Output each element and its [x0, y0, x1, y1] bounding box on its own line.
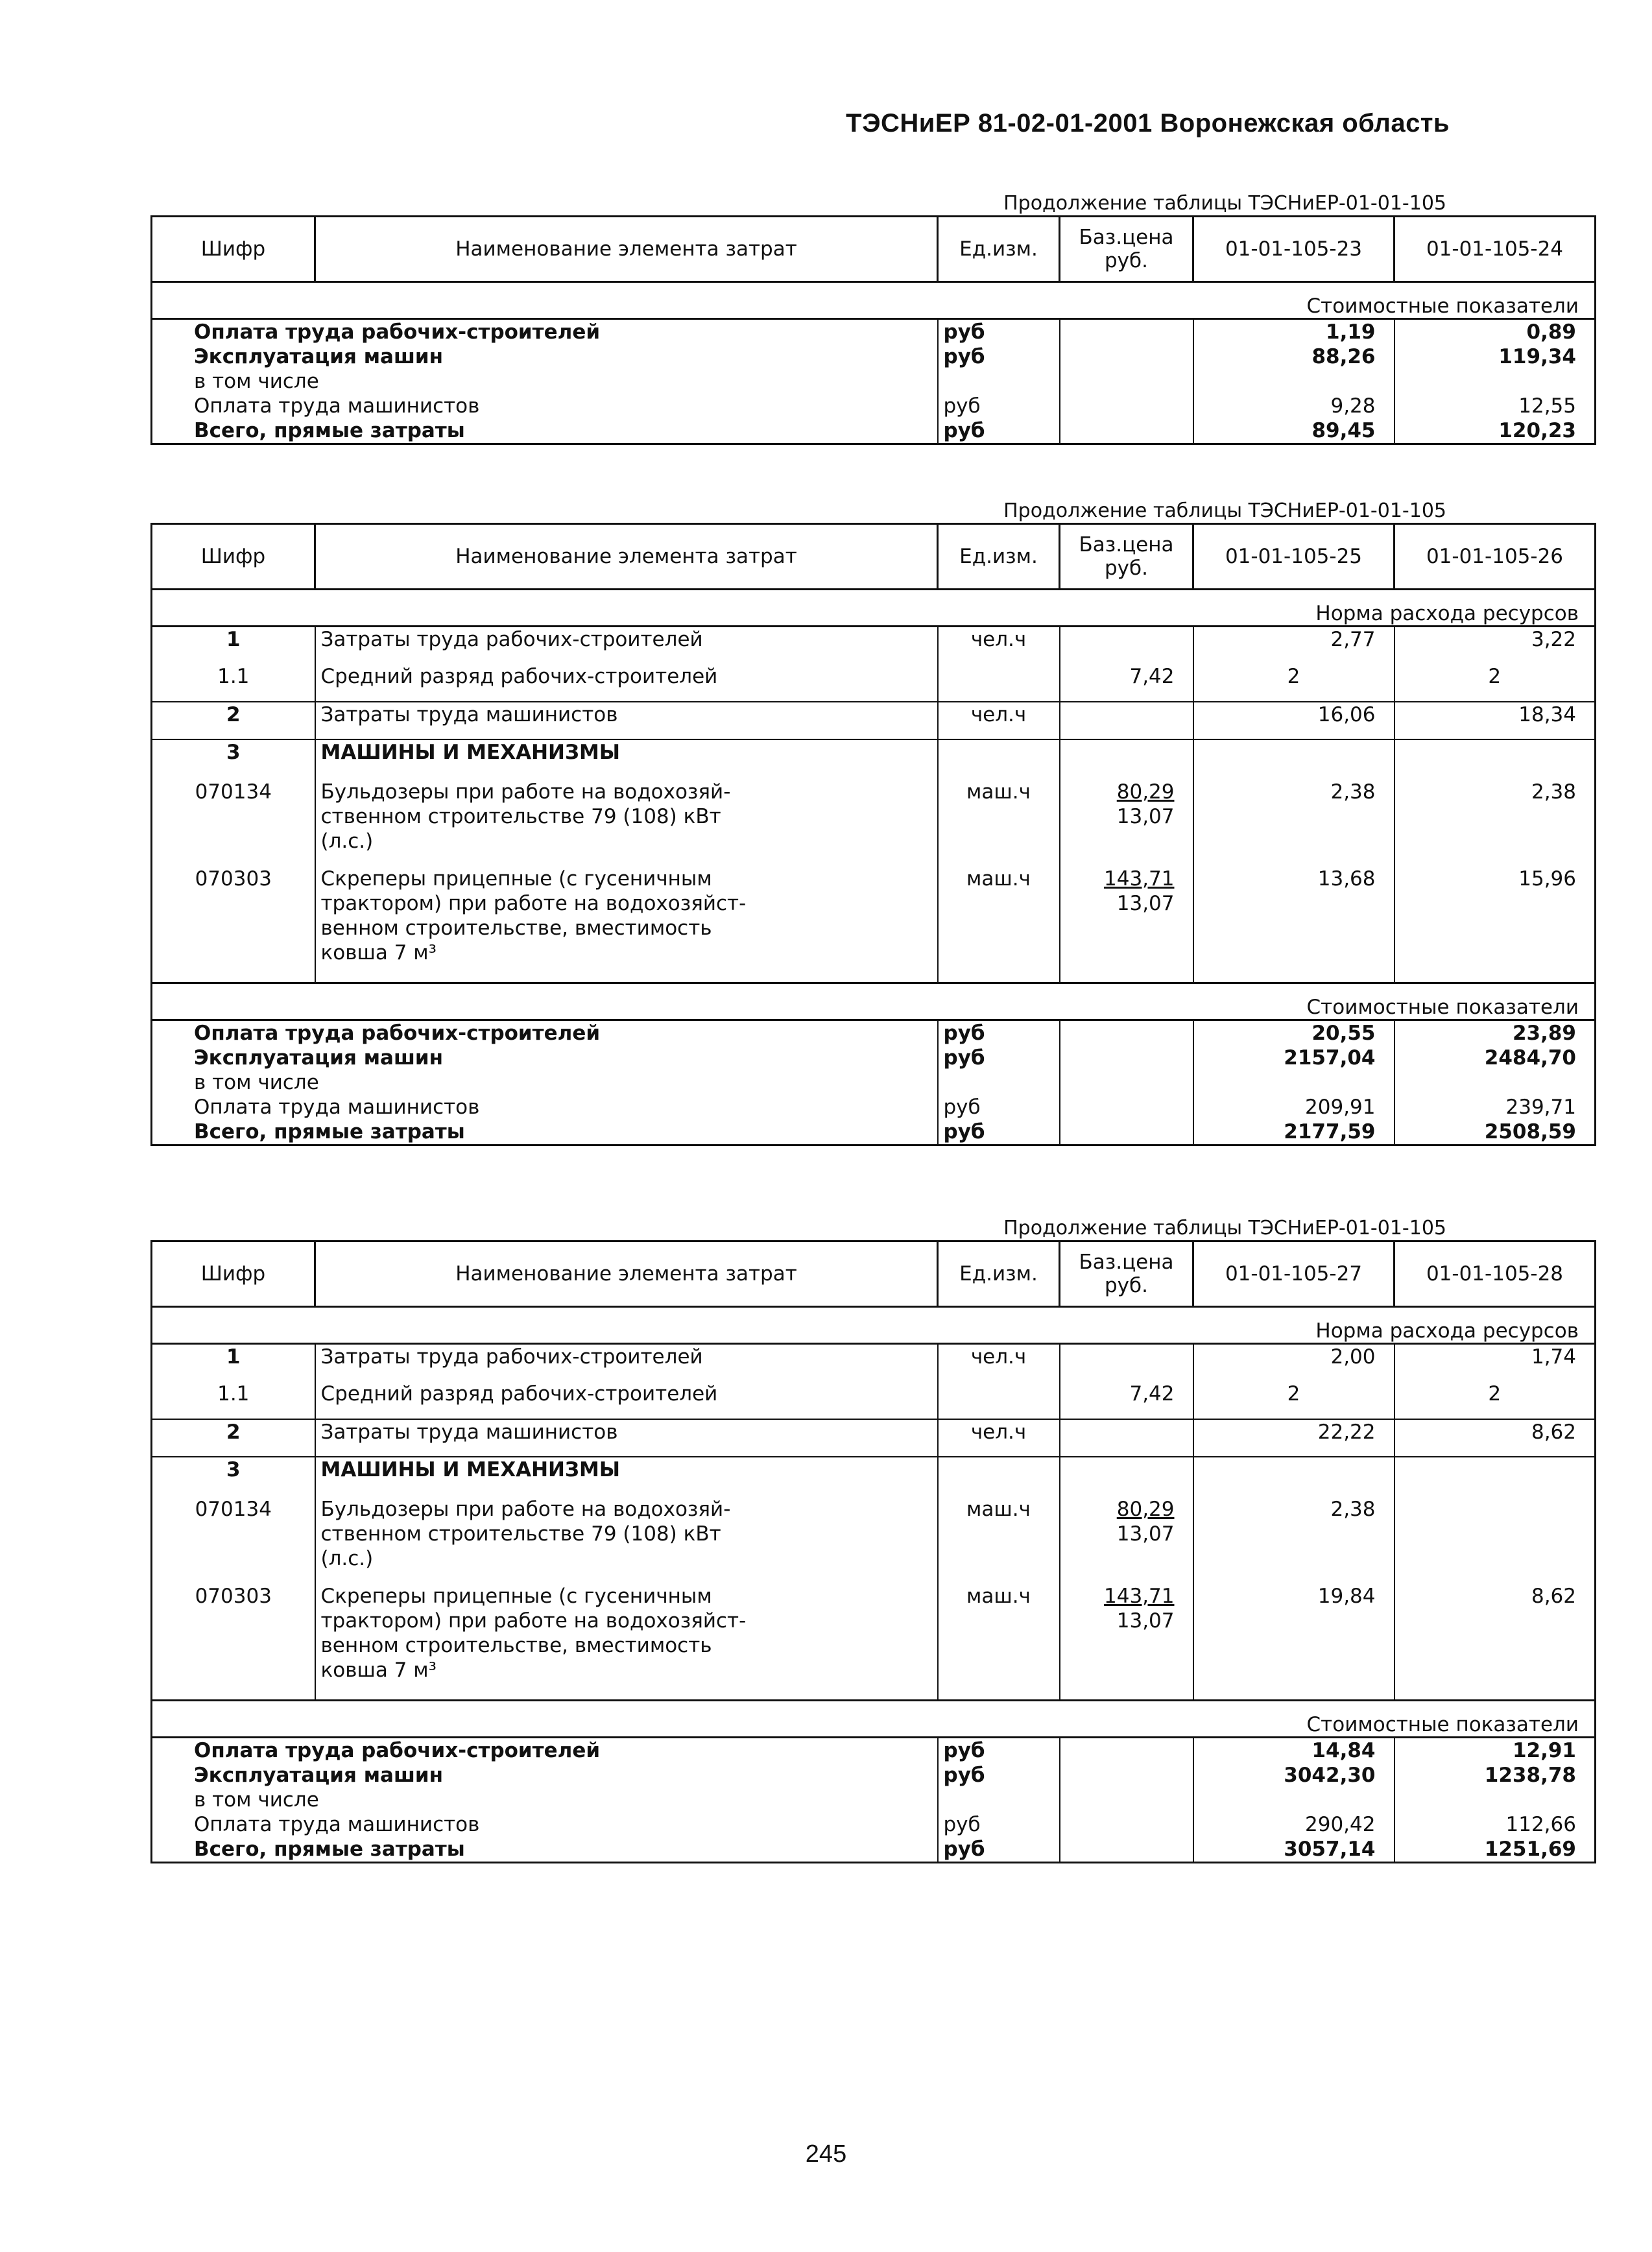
section-norm: Норма расхода ресурсов [152, 1307, 1596, 1344]
page-number: 245 [805, 2140, 847, 2168]
table-row: Всего, прямые затраты руб 2177,59 2508,59 [152, 1120, 1596, 1145]
table-row: Оплата труда рабочих-строителей руб 1,19 0,89 [152, 319, 1596, 345]
header-col1: 01-01-105-23 [1193, 217, 1395, 282]
table-row: Эксплуатация машин руб 3042,30 1238,78 [152, 1763, 1596, 1788]
header-code: Шифр [152, 217, 315, 282]
section-cost: Стоимостные показатели [152, 282, 1596, 319]
table-row: 070134 Бульдозеры при работе на водохозяй- ственном строительстве 79 (108) кВт (л.с.) маш.ч 80,29 13,07 2,38 [152, 1497, 1596, 1571]
header-col2: 01-01-105-24 [1395, 217, 1596, 282]
table-header: Шифр Наименование элемента затрат Ед.изм. Баз.цена руб. 01-01-105-27 01-01-105-28 [152, 1241, 1596, 1307]
table-block-1 [150, 192, 1579, 445]
table-row: в том числе [152, 1070, 1596, 1095]
table-row: Всего, прямые затраты руб 89,45 120,23 [152, 418, 1596, 444]
table-row: 2 Затраты труда машинистов чел.ч 22,22 8,62 [152, 1419, 1596, 1457]
header-col1: 01-01-105-25 [1193, 524, 1395, 590]
table-row: 1.1 Средний разряд рабочих-строителей 7,42 2 2 [152, 664, 1596, 702]
header-price: Баз.цена руб. [1060, 217, 1193, 282]
section-cost: Стоимостные показатели [152, 1701, 1596, 1738]
continuation-caption: Продолжение таблицы ТЭСНиЕР-01-01-105 [1003, 499, 1446, 522]
table-row: 070303 Скреперы прицепные (с гусеничным трактором) при работе на водохозяйст- венном строительстве, вместимость ковша 7 м³ маш.ч 143,71 13,07 19,84 8,62 [152, 1571, 1596, 1701]
table-block-2 [150, 499, 1579, 1146]
header-col2: 01-01-105-28 [1395, 1241, 1596, 1307]
table-row: Эксплуатация машин руб 88,26 119,34 [152, 344, 1596, 369]
table-row: 2 Затраты труда машинистов чел.ч 16,06 18,34 [152, 702, 1596, 739]
section-cost: Стоимостные показатели [152, 983, 1596, 1020]
table-row: 3 МАШИНЫ И МЕХАНИЗМЫ [152, 739, 1596, 780]
table-row: 070303 Скреперы прицепные (с гусеничным трактором) при работе на водохозяйст- венном строительстве, вместимость ковша 7 м³ маш.ч 143,71 13,07 13,68 15,96 [152, 854, 1596, 983]
table-row: 1 Затраты труда рабочих-строителей чел.ч 2,00 1,74 [152, 1344, 1596, 1382]
continuation-caption: Продолжение таблицы ТЭСНиЕР-01-01-105 [1003, 1217, 1446, 1240]
table-row: в том числе [152, 1788, 1596, 1812]
table-row: Оплата труда рабочих-строителей руб 20,55 23,89 [152, 1020, 1596, 1046]
table-block-3 [150, 1217, 1579, 1863]
table-header [152, 217, 1596, 282]
document-title: ТЭСНиЕР 81-02-01-2001 Воронежская область [846, 109, 1450, 138]
resource-table-2 [150, 523, 1596, 1146]
table-row: 1.1 Средний разряд рабочих-строителей 7,42 2 2 [152, 1382, 1596, 1419]
table-row: Оплата труда рабочих-строителей руб 14,84 12,91 [152, 1738, 1596, 1764]
table-header: Шифр Наименование элемента затрат Ед.изм. Баз.цена руб. 01-01-105-25 01-01-105-26 [152, 524, 1596, 590]
table-row: 070134 Бульдозеры при работе на водохозяй- ственном строительстве 79 (108) кВт (л.с.) маш.ч 80,29 13,07 2,38 2,38 [152, 780, 1596, 854]
cost-table-1 [150, 215, 1596, 445]
table-row: Оплата труда машинистов руб 9,28 12,55 [152, 394, 1596, 418]
table-row: Оплата труда машинистов руб 209,91 239,71 [152, 1095, 1596, 1120]
header-unit: Ед.изм. [938, 217, 1060, 282]
table-row: 1 Затраты труда рабочих-строителей чел.ч 2,77 3,22 [152, 627, 1596, 664]
table-row: 3 МАШИНЫ И МЕХАНИЗМЫ [152, 1457, 1596, 1497]
header-name: Наименование элемента затрат [315, 217, 938, 282]
header-col1: 01-01-105-27 [1193, 1241, 1395, 1307]
continuation-caption: Продолжение таблицы ТЭСНиЕР-01-01-105 [1003, 192, 1446, 215]
resource-table-3 [150, 1240, 1596, 1863]
table-row: Оплата труда машинистов руб 290,42 112,66 [152, 1812, 1596, 1837]
table-row: Всего, прямые затраты руб 3057,14 1251,69 [152, 1837, 1596, 1863]
table-row: в том числе [152, 369, 1596, 394]
section-norm: Норма расхода ресурсов [152, 590, 1596, 627]
header-col2: 01-01-105-26 [1395, 524, 1596, 590]
table-row: Эксплуатация машин руб 2157,04 2484,70 [152, 1046, 1596, 1070]
